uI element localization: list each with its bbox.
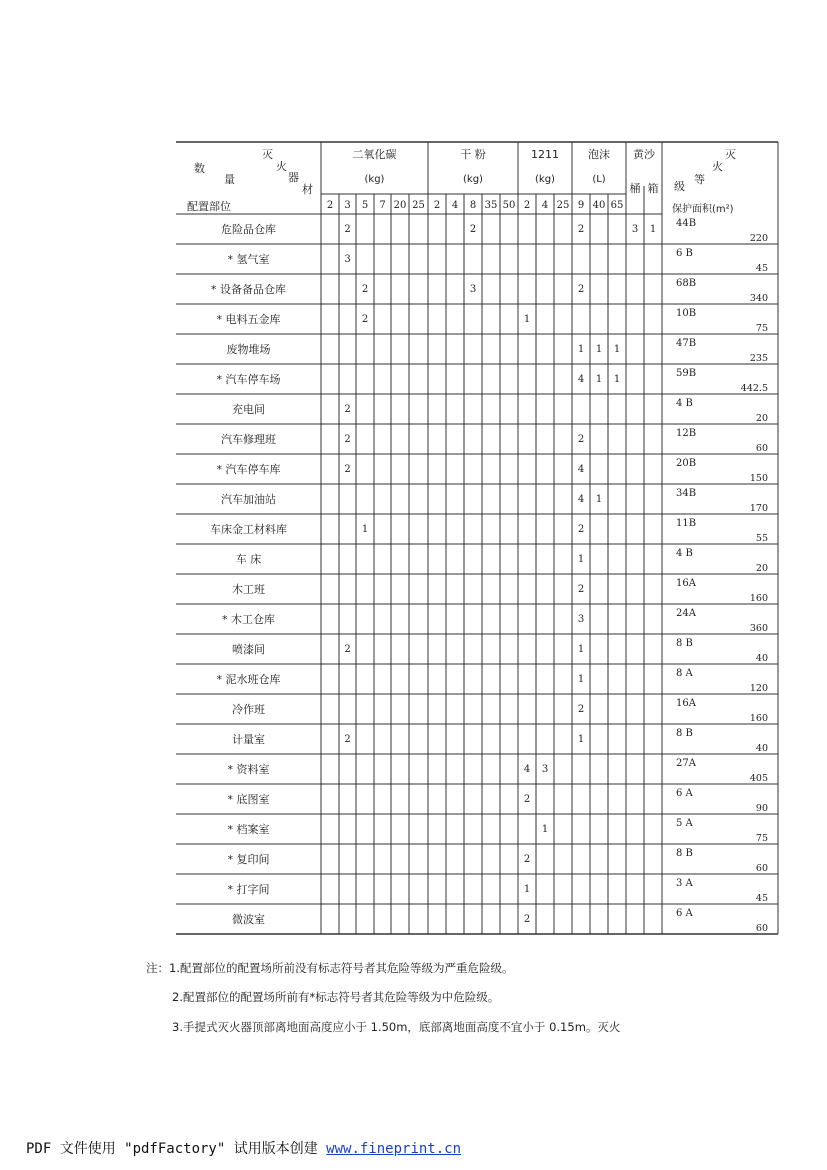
extinguisher-count: 1 <box>595 344 603 355</box>
subcolumn-header-10: 50 <box>502 200 516 211</box>
protected-area: 45 <box>755 263 768 274</box>
grade-header-char: 级 <box>674 180 685 193</box>
group-header-4: 黄沙 <box>633 148 655 161</box>
subcolumn-header-1: 3 <box>344 200 351 211</box>
protected-area: 235 <box>749 353 768 364</box>
table-row <box>228 818 777 844</box>
sand-bucket-header: 桶 <box>629 182 641 195</box>
extinguisher-count: 1 <box>613 374 621 385</box>
protected-area: 90 <box>755 803 768 814</box>
hazard-grade: 20B <box>676 458 697 469</box>
extinguisher-count: 1 <box>577 554 585 565</box>
subcolumn-header-2: 5 <box>361 200 369 211</box>
protected-area: 340 <box>749 293 768 304</box>
header-diag-char: 灭 <box>262 148 273 161</box>
hazard-grade: 6 A <box>676 788 693 799</box>
hazard-grade: 16A <box>676 698 696 709</box>
protected-area: 220 <box>749 233 768 244</box>
extinguisher-count: 1 <box>577 344 585 355</box>
table-row <box>232 578 776 604</box>
location-name: 冷作班 <box>232 703 265 716</box>
extinguisher-count: 1 <box>595 374 603 385</box>
extinguisher-count: 2 <box>344 404 351 415</box>
protected-area: 120 <box>749 683 768 694</box>
extinguisher-count: 2 <box>523 914 531 925</box>
extinguisher-count: 1 <box>523 884 531 895</box>
header-diag-char: 数 <box>194 162 205 175</box>
protected-area: 405 <box>749 773 768 784</box>
location-name: * 木工仓库 <box>222 613 275 626</box>
subcolumn-header-16: 65 <box>610 200 624 211</box>
footer-link[interactable]: www.fineprint.cn <box>326 1141 462 1157</box>
subcolumn-header-8: 8 <box>469 200 477 211</box>
extinguisher-count: 2 <box>577 584 585 595</box>
hazard-grade: 27A <box>676 758 696 769</box>
location-name: * 底图室 <box>227 793 270 806</box>
hazard-grade: 34B <box>676 488 697 499</box>
hazard-grade: 5 A <box>676 818 693 829</box>
grade-header-char: 灭 <box>725 148 736 161</box>
table-row <box>221 218 776 244</box>
extinguisher-count: 1 <box>577 644 585 655</box>
extinguisher-count: 3 <box>577 614 585 625</box>
protected-area: 60 <box>755 443 768 454</box>
extinguisher-count: 2 <box>361 314 369 325</box>
protected-area: 60 <box>755 863 768 874</box>
location-name: 汽车修理班 <box>221 433 276 446</box>
grade-header-char: 等 <box>694 173 705 186</box>
table-row <box>232 398 776 424</box>
table-row <box>232 638 776 664</box>
group-unit-0: (kg) <box>364 174 385 185</box>
extinguisher-count: 2 <box>344 644 351 655</box>
table-row <box>228 878 777 904</box>
table-row <box>228 248 777 274</box>
extinguisher-count: 2 <box>344 224 351 235</box>
group-header-0: 二氧化碳 <box>352 148 397 161</box>
table-header <box>176 142 778 215</box>
table-row <box>232 698 776 724</box>
subcolumn-header-13: 25 <box>556 200 570 211</box>
extinguisher-count: 4 <box>577 464 585 475</box>
header-diag-char: 量 <box>224 173 235 186</box>
protected-area: 75 <box>755 323 768 334</box>
table-row <box>210 518 776 544</box>
extinguisher-count: 2 <box>344 434 351 445</box>
extinguisher-count: 3 <box>344 254 351 265</box>
group-header-3: 泡沫 <box>588 148 610 161</box>
protected-area: 150 <box>749 473 768 484</box>
hazard-grade: 44B <box>676 218 697 229</box>
extinguisher-count: 2 <box>344 734 351 745</box>
protected-area: 170 <box>749 503 768 514</box>
hazard-grade: 68B <box>676 278 697 289</box>
group-unit-3: (L) <box>592 174 606 185</box>
extinguisher-count: 2 <box>577 284 585 295</box>
hazard-grade: 59B <box>676 368 697 379</box>
location-name: 车 床 <box>235 553 262 566</box>
table-row <box>217 458 777 484</box>
location-name: 喷漆间 <box>232 643 265 656</box>
table-row <box>228 788 777 814</box>
hazard-grade: 6 A <box>676 908 693 919</box>
protected-area: 40 <box>755 743 768 754</box>
location-name: * 打字间 <box>227 883 270 896</box>
subcolumn-header-5: 25 <box>412 200 425 211</box>
grade-header-diagonal-2 <box>662 196 778 200</box>
header-diag-char: 火 <box>276 160 287 173</box>
header-diag-char: 材 <box>302 183 313 196</box>
footer-text: PDF 文件使用 "pdfFactory" 试用版本创建 <box>26 1141 327 1157</box>
note-1: 注：1.配置部位的配置场所前没有标志符号者其危险等级为严重危险级。 <box>146 961 514 975</box>
location-name: 充电间 <box>232 403 265 416</box>
protected-area: 60 <box>755 923 768 934</box>
subcolumn-header-14: 9 <box>577 200 585 211</box>
location-name: * 汽车停车场 <box>216 373 281 386</box>
group-header-1: 干 粉 <box>460 148 486 161</box>
protected-area: 160 <box>749 593 768 604</box>
table-row <box>221 488 776 514</box>
location-name: * 档案室 <box>227 823 270 836</box>
extinguisher-count: 2 <box>577 434 585 445</box>
subcolumn-header-9: 35 <box>484 200 498 211</box>
location-name: 木工班 <box>232 583 265 596</box>
table-row <box>222 608 776 634</box>
extinguisher-count: 1 <box>595 494 603 505</box>
extinguisher-count: 1 <box>361 524 369 535</box>
hazard-grade: 24A <box>676 608 696 619</box>
hazard-grade: 4 B <box>676 548 693 559</box>
table-row <box>217 668 777 694</box>
subcolumn-header-3: 7 <box>379 200 386 211</box>
extinguisher-count: 2 <box>361 284 369 295</box>
hazard-grade: 16A <box>676 578 696 589</box>
protected-area: 160 <box>749 713 768 724</box>
protected-area: 40 <box>755 653 768 664</box>
extinguisher-count: 3 <box>469 284 477 295</box>
subcolumn-header-4: 20 <box>393 200 407 211</box>
note-3: 3.手提式灭火器顶部离地面高度应小于 1.50m，底部离地面高度不宜小于 0.15m。灭火 <box>172 1020 621 1034</box>
table-row <box>236 548 776 574</box>
extinguisher-count: 3 <box>631 224 639 235</box>
hazard-grade: 12B <box>676 428 697 439</box>
hazard-grade: 8 A <box>676 668 693 679</box>
extinguisher-count: 3 <box>541 764 549 775</box>
subcolumn-header-12: 4 <box>541 200 549 211</box>
protected-area: 55 <box>755 533 768 544</box>
subcolumn-header-0: 2 <box>326 200 334 211</box>
protected-area: 20 <box>755 413 768 424</box>
grade-header-char: 火 <box>712 160 723 173</box>
header-diag-char: 器 <box>288 171 299 184</box>
extinguisher-count: 1 <box>613 344 621 355</box>
location-name: * 氢气室 <box>227 253 270 266</box>
protect-area-header: 保护面积(m²) <box>672 204 734 215</box>
subcolumn-header-7: 4 <box>451 200 459 211</box>
location-name: 废物堆场 <box>226 343 271 356</box>
hazard-grade: 8 B <box>676 848 693 859</box>
protected-area: 45 <box>755 893 768 904</box>
hazard-grade: 8 B <box>676 638 693 649</box>
extinguisher-count: 4 <box>523 764 531 775</box>
table-row <box>232 728 776 754</box>
extinguisher-count: 1 <box>523 314 531 325</box>
extinguisher-count: 4 <box>577 494 585 505</box>
table-body <box>210 218 776 934</box>
location-name: 微波室 <box>232 913 265 926</box>
location-name: 计量室 <box>232 733 265 746</box>
header-location-label: 配置部位 <box>187 200 231 213</box>
location-name: * 电料五金库 <box>216 313 281 326</box>
location-name: 危险品仓库 <box>221 223 276 236</box>
extinguisher-count: 2 <box>577 224 585 235</box>
hazard-grade: 8 B <box>676 728 693 739</box>
hazard-grade: 4 B <box>676 398 693 409</box>
hazard-grade: 3 A <box>676 878 693 889</box>
hazard-grade: 47B <box>676 338 697 349</box>
location-name: 汽车加油站 <box>221 493 276 506</box>
subcolumn-header-6: 2 <box>433 200 441 211</box>
table-row <box>217 308 777 334</box>
note-2: 2.配置部位的配置场所前有*标志符号者其危险等级为中危险级。 <box>172 990 500 1004</box>
group-header-2: 1211 <box>531 148 559 161</box>
extinguisher-count: 2 <box>523 794 531 805</box>
extinguisher-count: 2 <box>523 854 531 865</box>
table-row <box>221 428 776 454</box>
subcolumn-header-15: 40 <box>592 200 606 211</box>
table-row <box>228 848 777 874</box>
table-row <box>227 338 777 364</box>
location-name: * 设备备品仓库 <box>211 283 286 296</box>
protected-area: 360 <box>749 623 768 634</box>
location-name: * 汽车停车库 <box>216 463 281 476</box>
extinguisher-count: 2 <box>577 704 585 715</box>
location-name: * 资料室 <box>227 763 270 776</box>
protected-area: 75 <box>755 833 768 844</box>
hazard-grade: 10B <box>676 308 697 319</box>
location-name: * 复印间 <box>227 853 270 866</box>
table-row <box>232 908 776 934</box>
sand-box-header: 箱 <box>647 182 659 195</box>
extinguisher-count: 2 <box>577 524 585 535</box>
protected-area: 20 <box>755 563 768 574</box>
extinguisher-count: 1 <box>541 824 549 835</box>
table-row <box>211 278 776 304</box>
extinguisher-count: 1 <box>649 224 657 235</box>
hazard-grade: 11B <box>676 518 697 529</box>
location-name: * 泥水班仓库 <box>216 673 281 686</box>
hazard-grade: 6 B <box>676 248 693 259</box>
extinguisher-count: 1 <box>577 674 585 685</box>
table-row <box>228 758 777 784</box>
extinguisher-count: 2 <box>469 224 477 235</box>
subcolumn-header-11: 2 <box>523 200 531 211</box>
table-row <box>217 368 777 394</box>
pdf-footer <box>26 1138 461 1158</box>
extinguisher-count: 2 <box>344 464 351 475</box>
protected-area: 442.5 <box>740 383 768 394</box>
group-unit-2: (kg) <box>535 174 555 185</box>
group-unit-1: (kg) <box>463 174 483 185</box>
extinguisher-count: 4 <box>577 374 585 385</box>
location-name: 车床金工材料库 <box>210 523 287 536</box>
extinguisher-count: 1 <box>577 734 585 745</box>
